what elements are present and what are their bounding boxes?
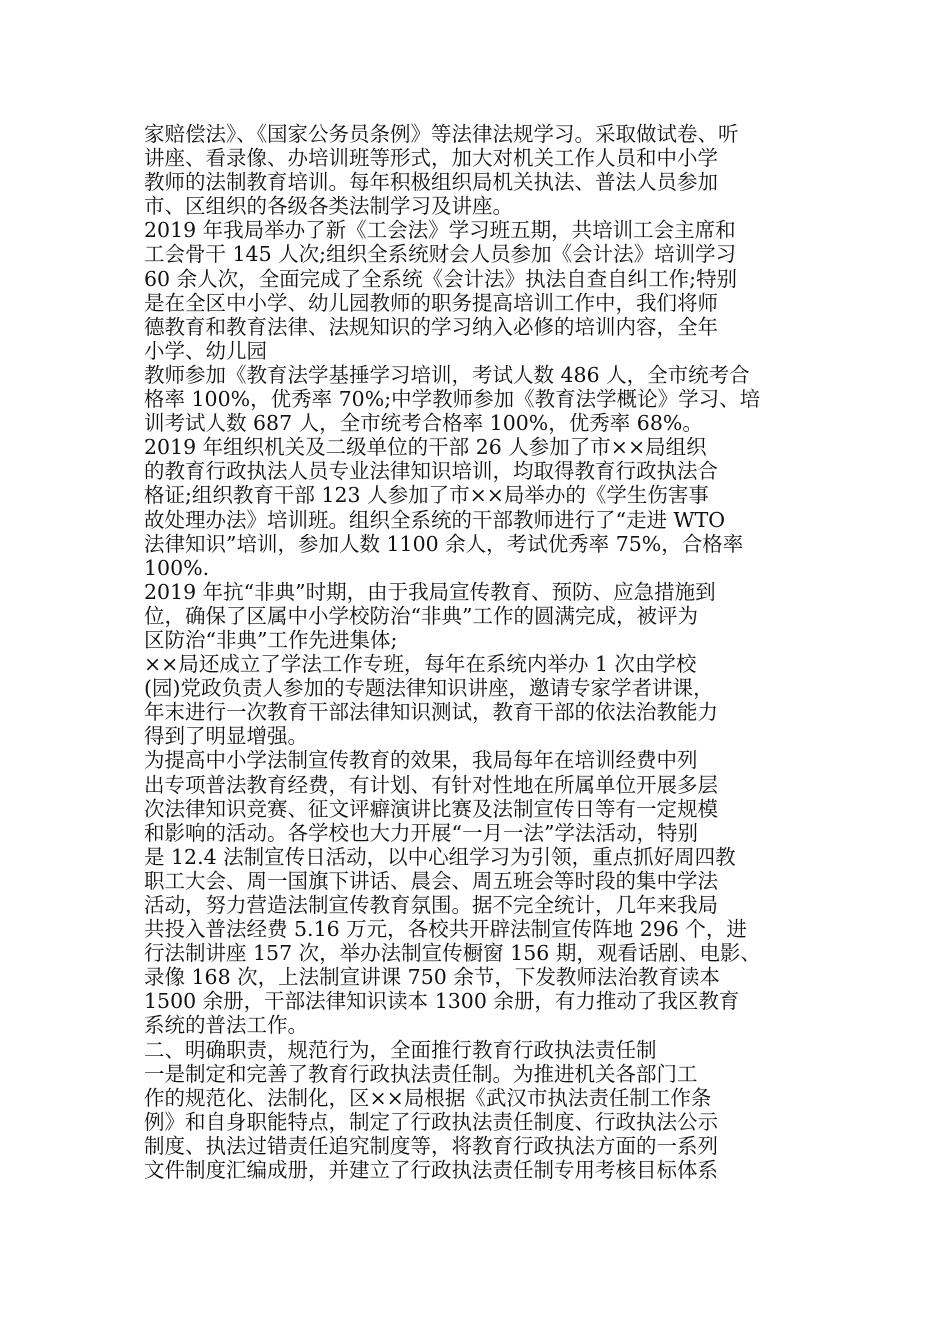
- text-line: 文件制度汇编成册，并建立了行政执法责任制专用考核目标体系: [144, 1158, 718, 1183]
- text-line: 故处理办法》培训班。组织全系统的干部教师进行了“走进 WTO: [144, 507, 726, 532]
- text-line: 次法律知识竞赛、征文评癖演讲比赛及法制宣传日等有一定规模: [144, 796, 718, 821]
- text-line: 德教育和教育法律、法规知识的学习纳入必修的培训内容，全年: [144, 314, 718, 339]
- text-line: 是 12.4 法制宣传日活动，以中心组学习为引领，重点抓好周四教: [144, 844, 736, 869]
- text-line: 共投入普法经费 5.16 万元，各校共开辟法制宣传阵地 296 个，进: [144, 917, 747, 942]
- text-line: 格率 100%，优秀率 70%;中学教师参加《教育法学概论》学习、培: [144, 387, 761, 412]
- text-line: 年末进行一次教育干部法律知识测试，教育干部的依法治教能力: [144, 700, 718, 725]
- text-line: 市、区组织的各级各类法制学习及讲座。: [144, 194, 513, 219]
- text-line: 家赔偿法》、《国家公务员条例》等法律法规学习。采取做试卷、听: [144, 122, 739, 146]
- text-line: 2019 年我局举办了新《工会法》学习班五期，共培训工会主席和: [144, 218, 736, 243]
- text-line: (园)党政负责人参加的专题法律知识讲座，邀请专家学者讲课，: [144, 676, 714, 701]
- text-line: 是在全区中小学、幼儿园教师的职务提高培训工作中，我们将师: [144, 290, 718, 315]
- text-line: 60 余人次，全面完成了全系统《会计法》执法自查自纠工作;特别: [144, 266, 738, 291]
- text-line: 教师参加《教育法学基捶学习培训，考试人数 486 人，全市统考合: [144, 362, 750, 387]
- section-heading: 二、明确职责，规范行为，全面推行教育行政执法责任制: [144, 1037, 657, 1062]
- text-line: 和影响的活动。各学校也大力开展“一月一法”学法活动，特别: [144, 820, 698, 845]
- text-line: 工会骨干 145 人次;组织全系统财会人员参加《会计法》培训学习: [144, 242, 737, 267]
- text-line: 职工大会、周一国旗下讲话、晨会、周五班会等时段的集中学法: [144, 868, 718, 893]
- text-line: ××局还成立了学法工作专班，每年在系统内举办 1 次由学校: [144, 652, 697, 677]
- text-line: 活动，努力营造法制宣传教育氛围。据不完全统计，几年来我局: [144, 893, 718, 917]
- text-line: 100%.: [144, 555, 210, 580]
- text-line: 为提高中小学法制宣传教育的效果，我局每年在培训经费中列: [144, 748, 698, 773]
- text-line: 2019 年抗“非典”时期，由于我局宣传教育、预防、应急措施到: [144, 579, 716, 604]
- text-line: 例》和自身职能特点，制定了行政执法责任制度、行政执法公示: [144, 1109, 718, 1134]
- text-line: 制度、执法过错责任追究制度等，将教育行政执法方面的一系列: [144, 1133, 718, 1158]
- text-line: 得到了明显增强。: [144, 724, 308, 749]
- text-line: 2019 年组织机关及二级单位的干部 26 人参加了市××局组织: [144, 435, 707, 460]
- text-line: 区防治“非典”工作先进集体;: [144, 627, 398, 652]
- document-body: [144, 122, 816, 1182]
- text-line: 一是制定和完善了教育行政执法责任制。为推进机关各部门工: [144, 1061, 698, 1086]
- text-line: 教师的法制教育培训。每年积极组织局机关执法、普法人员参加: [144, 170, 718, 195]
- text-line: 录像 168 次，上法制宣讲课 750 余节，下发教师法治教育读本: [144, 965, 720, 990]
- text-line: 行法制讲座 157 次，举办法制宣传橱窗 156 期，观看话剧、电影、: [144, 941, 761, 966]
- text-line: 格证;组织教育干部 123 人参加了市××局举办的《学生伤害事: [144, 483, 709, 508]
- text-line: 小学、幼儿园: [144, 338, 267, 363]
- text-line: 法律知识”培训，参加人数 1100 余人，考试优秀率 75%，合格率: [144, 531, 744, 556]
- text-line: 作的规范化、法制化，区××局根据《武汉市执法责任制工作条: [144, 1085, 712, 1110]
- text-line: 讲座、看录像、办培训班等形式，加大对机关工作人员和中小学: [144, 146, 718, 171]
- text-line: 出专项普法教育经费，有计划、有针对性地在所属单位开展多层: [144, 772, 718, 797]
- text-line: 1500 余册，干部法律知识读本 1300 余册，有力推动了我区教育: [144, 989, 740, 1014]
- text-line: 的教育行政执法人员专业法律知识培训，均取得教育行政执法合: [144, 459, 718, 484]
- text-line: 位，确保了区属中小学校防治“非典”工作的圆满完成，被评为: [144, 603, 698, 628]
- text-line: 训考试人数 687 人，全市统考合格率 100%，优秀率 68%。: [144, 411, 703, 436]
- text-line: 系统的普法工作。: [144, 1013, 308, 1038]
